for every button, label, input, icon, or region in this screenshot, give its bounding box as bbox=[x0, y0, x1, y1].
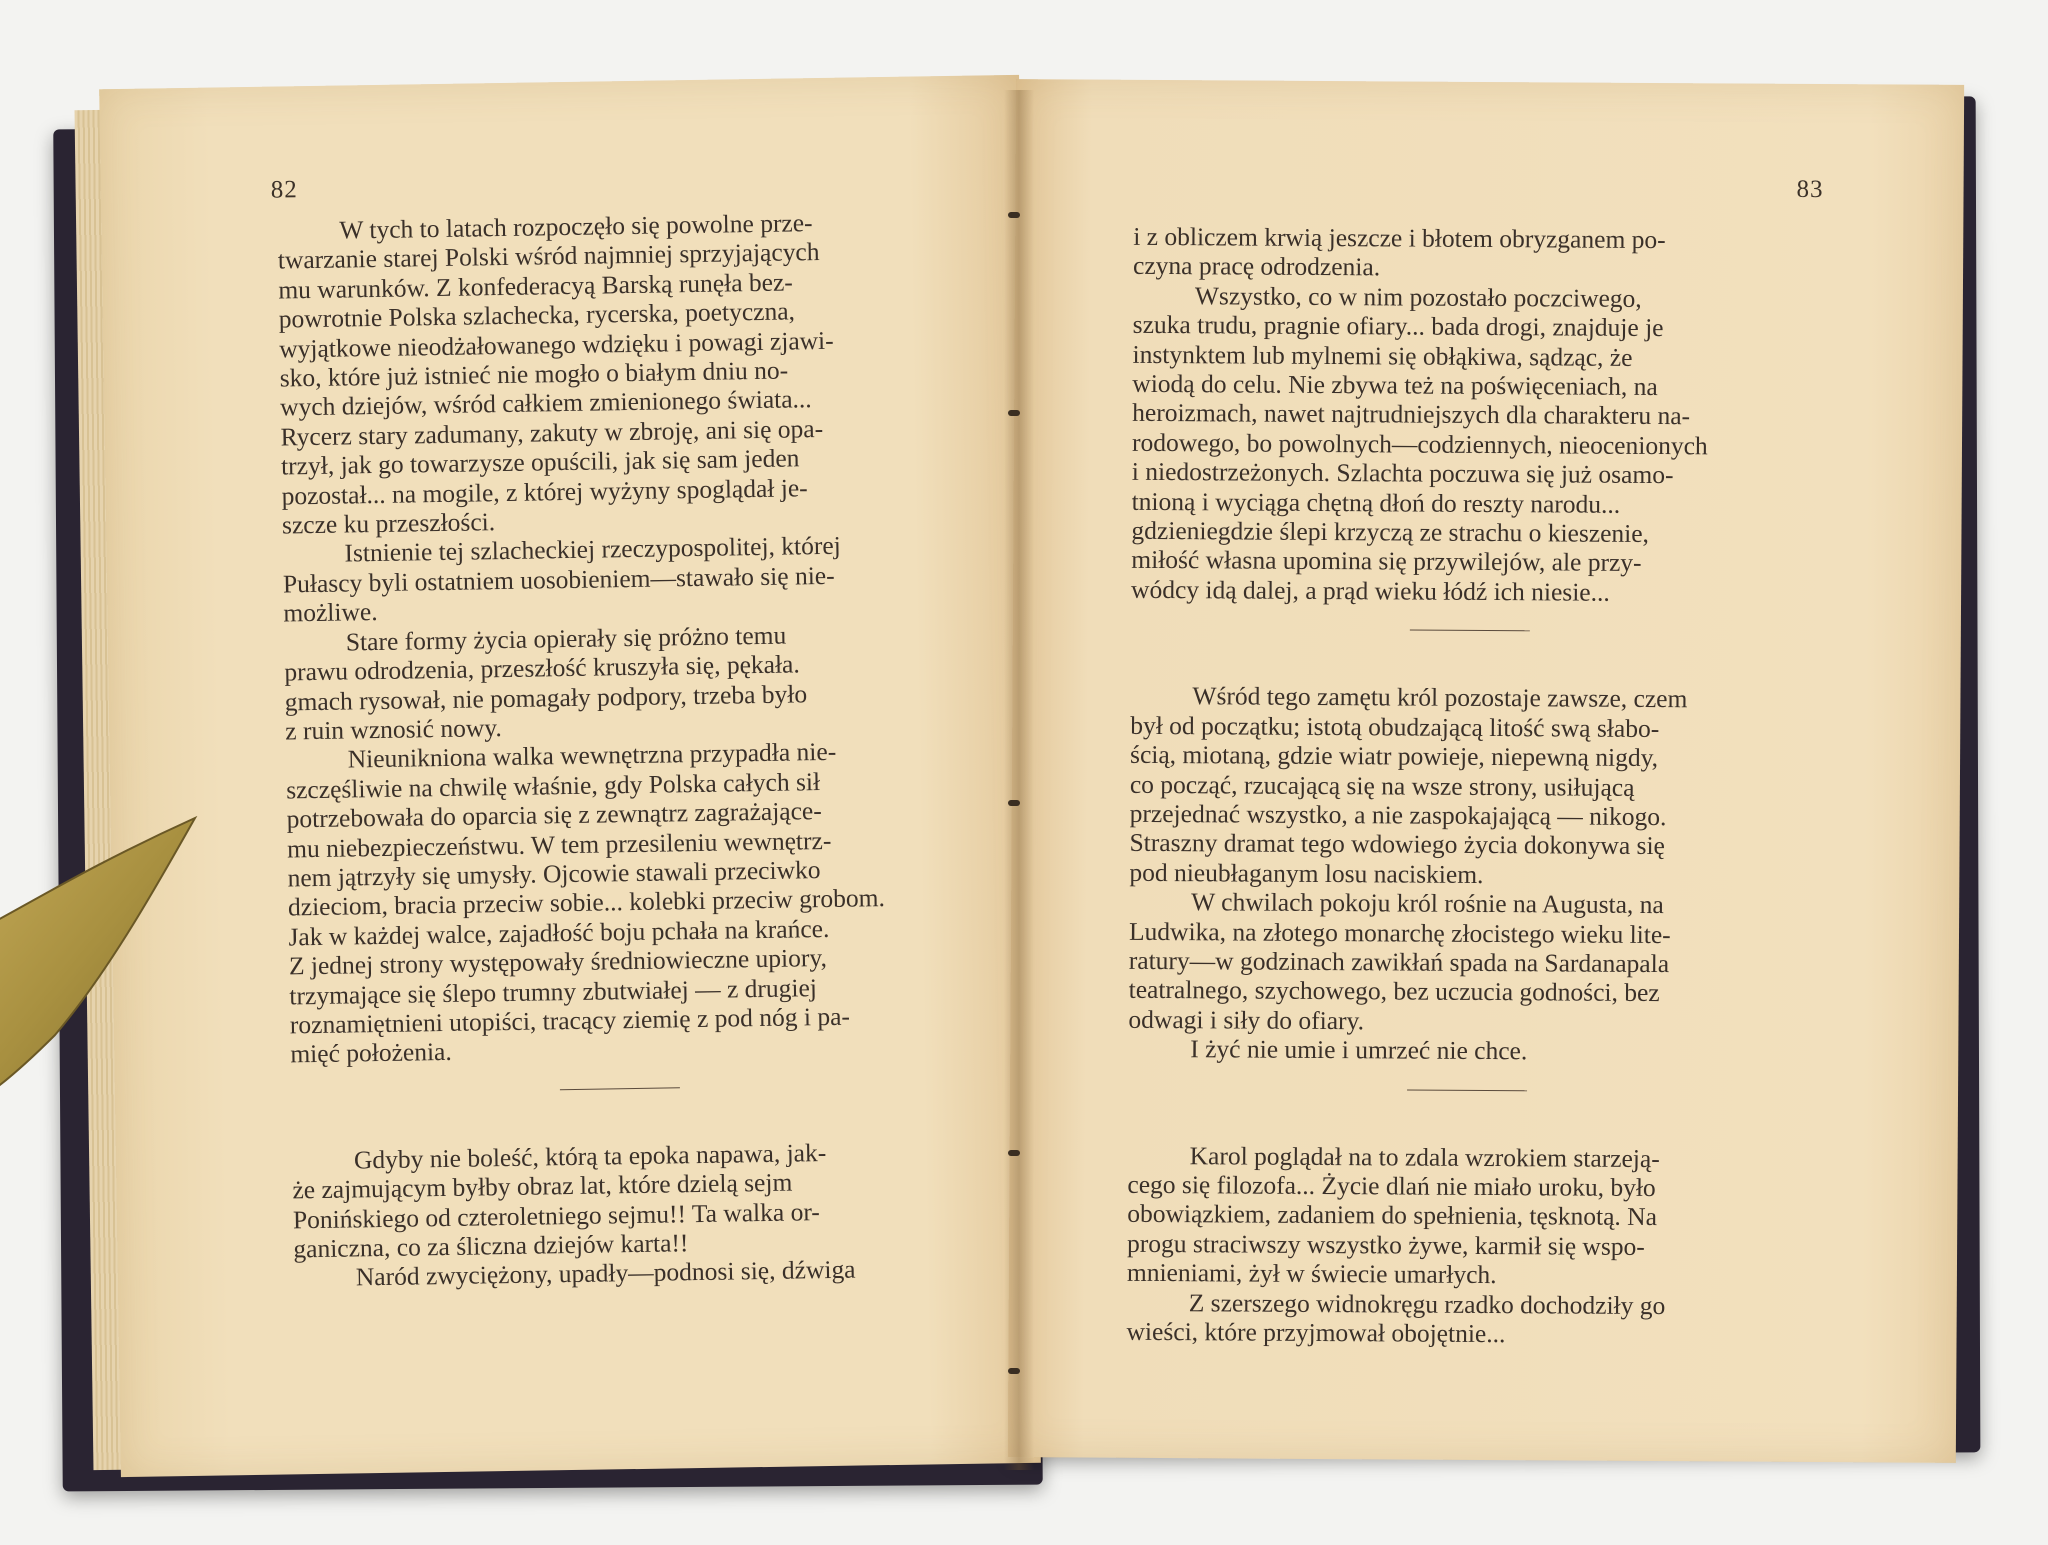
text-line: Wśród tego zamętu król pozostaje zawsze, czem bbox=[1192, 681, 1688, 714]
paragraph bbox=[282, 530, 941, 629]
paragraph bbox=[1128, 887, 1807, 1038]
text-line: I żyć nie umie i umrzeć nie chce. bbox=[1190, 1034, 1528, 1066]
binding-stitch bbox=[1008, 800, 1020, 806]
book-gutter bbox=[1004, 90, 1034, 1470]
text-line: mu warunków. Z konfederacyą Barską runęła bez- bbox=[278, 267, 793, 305]
text-line: wódcy idą dalej, a prąd wieku łódź ich niesie... bbox=[1131, 574, 1610, 607]
paragraph bbox=[1127, 1140, 1806, 1291]
text-line: instynktem lub mylnemi się obłąkiwa, sądząc, że bbox=[1132, 339, 1633, 372]
text-line: co począć, rzucającą się na wsze strony, usiłującą bbox=[1129, 769, 1635, 802]
text-line: z ruin wznosić nowy. bbox=[285, 712, 502, 746]
text-line: był od początku; istotą obudzającą litość swą słabo- bbox=[1130, 710, 1660, 743]
paragraph bbox=[277, 206, 940, 540]
paragraph bbox=[285, 735, 948, 1069]
text-line: szczęśliwie na chwilę właśnie, gdy Polska całych sił bbox=[285, 766, 821, 805]
page-number-left: 82 bbox=[270, 176, 298, 204]
text-line: Wszystko, co w nim pozostało poczciwego, bbox=[1194, 281, 1642, 313]
binding-stitch bbox=[1008, 1368, 1020, 1374]
page-number-right: 83 bbox=[1796, 175, 1824, 204]
section-separator bbox=[1410, 630, 1530, 632]
section-separator bbox=[1407, 1089, 1527, 1091]
paragraph bbox=[1129, 681, 1808, 891]
text-line: wych dziejów, wśród całkiem zmienionego świata... bbox=[279, 384, 812, 422]
text-line: cego się filozofa... Życie dlań nie miało uroku, było bbox=[1127, 1169, 1656, 1203]
text-line: prawu odrodzenia, przeszłość kruszyła się, pękała. bbox=[284, 649, 800, 687]
text-line: odwagi i siły do ofiary. bbox=[1128, 1004, 1365, 1036]
text-line: W chwilach pokoju król rośnie na Augusta, na bbox=[1191, 887, 1664, 920]
paragraph bbox=[284, 618, 944, 746]
text-line: szcze ku przeszłości. bbox=[281, 507, 496, 540]
text-line: że zajmującym byłby obraz lat, które dzielą sejm bbox=[292, 1167, 793, 1205]
text-line: wyjątkowe nieodżałowanego wdzięku i powagi zjawi- bbox=[279, 325, 834, 364]
text-line: i niedostrzeżonych. Szlachta poczuwa się już osamo- bbox=[1131, 457, 1674, 490]
text-line: mu niebezpieczeństwu. W tem przesileniu wewnętrz- bbox=[286, 825, 832, 863]
text-line: Straszny dramat tego wdowiego życia dokonywa się bbox=[1129, 828, 1665, 861]
text-line: szuka trudu, pragnie ofiary... bada drogi, znajduje je bbox=[1132, 310, 1664, 343]
section-separator bbox=[560, 1087, 680, 1090]
text-line: gdzieniegdzie ślepi krzyczą ze strachu o kieszenie, bbox=[1131, 515, 1650, 549]
text-line: i z obliczem krwią jeszcze i błotem obryzganem po- bbox=[1133, 221, 1666, 255]
text-line: Stare formy życia opierały się próżno temu bbox=[345, 620, 787, 657]
text-line: progu straciwszy wszystko żywe, karmił się wspo- bbox=[1127, 1228, 1645, 1261]
binding-stitch bbox=[1008, 212, 1020, 218]
text-line: tnioną i wyciąga chętną dłoń do reszty narodu... bbox=[1131, 486, 1621, 519]
text-line: Gdyby nie boleść, którą ta epoka napawa, jak- bbox=[353, 1137, 827, 1175]
left-page-text bbox=[277, 206, 952, 1293]
text-line: powrotnie Polska szlachecka, rycerska, poetyczna, bbox=[278, 296, 796, 334]
text-line: Z szerszego widnokręgu rzadko dochodziły go bbox=[1188, 1287, 1666, 1320]
text-line: Jak w każdej walce, zajadłość boju pchała na krańce. bbox=[288, 913, 830, 952]
text-line: trzył, jak go towarzysze opuścili, jak się sam jeden bbox=[280, 443, 800, 481]
text-line: wieści, które przyjmował obojętnie... bbox=[1126, 1316, 1506, 1349]
text-line: teatralnego, szychowego, bez uczucia godności, bez bbox=[1128, 975, 1660, 1008]
binding-stitch bbox=[1008, 1150, 1020, 1156]
text-line: ratury—w godzinach zawikłań spada na Sardanapala bbox=[1128, 945, 1670, 979]
text-line: Istnienie tej szlacheckiej rzeczypospolitej, której bbox=[344, 531, 841, 568]
text-line: potrzebowała do oparcia się z zewnątrz zagrażające- bbox=[286, 796, 822, 834]
text-line: trzymające się ślepo trumny zbutwiałej — z drugiej bbox=[289, 972, 818, 1010]
text-line: pod nieubłaganym losu naciskiem. bbox=[1129, 857, 1484, 889]
paragraph bbox=[1133, 222, 1811, 285]
paragraph bbox=[1126, 1287, 1804, 1350]
paragraph bbox=[1128, 1034, 1806, 1068]
left-page bbox=[99, 75, 1041, 1477]
text-line: roznamiętnieni utopiści, tracący ziemię z pod nóg i pa- bbox=[289, 1001, 851, 1040]
paragraph bbox=[1131, 281, 1811, 609]
text-line: wiodą do celu. Nie zbywa też na poświęceniach, na bbox=[1132, 368, 1658, 402]
text-line: Karol poglądał na to zdala wzrokiem starzeją- bbox=[1189, 1140, 1660, 1173]
text-line: nem jątrzyły się umysły. Ojcowie stawali przeciwko bbox=[287, 855, 821, 893]
text-line: Z jednej strony występowały średniowieczne upiory, bbox=[288, 943, 828, 981]
text-line: rodowego, bo powolnych—codziennych, nieocenionych bbox=[1131, 427, 1708, 461]
text-line: możliwe. bbox=[283, 597, 378, 628]
text-line: Pułascy byli ostatniem uosobieniem—stawało się nie- bbox=[282, 560, 835, 599]
right-page-text bbox=[1126, 222, 1811, 1351]
text-line: W tych to latach rozpoczęło się powolne prze- bbox=[339, 208, 813, 245]
binding-stitch bbox=[1008, 410, 1020, 416]
text-line: Nieunikniona walka wewnętrzna przypadła nie- bbox=[347, 737, 837, 774]
text-line: gmach rysował, nie pomagały podpory, trzeba było bbox=[284, 678, 808, 716]
letter-opener bbox=[0, 800, 220, 1100]
text-line: ścią, miotaną, gdzie wiatr powieje, niepewną nigdy, bbox=[1130, 739, 1659, 773]
text-line: pozostał... na mogile, z której wyżyny spoglądał je- bbox=[281, 472, 808, 511]
text-line: obowiązkiem, zadaniem do spełnienia, tęsknotą. Na bbox=[1127, 1199, 1658, 1232]
text-line: sko, które już istnieć nie mogło o białym dniu no- bbox=[279, 355, 789, 393]
text-line: ganiczna, co za śliczna dziejów karta!! bbox=[293, 1228, 689, 1264]
text-line: miłość własna upomina się przywilejów, ale przy- bbox=[1131, 545, 1642, 578]
text-line: heroizmach, nawet najtrudniejszych dla charakteru na- bbox=[1132, 398, 1691, 431]
text-line: przejednać wszystko, a nie zaspokajającą — nikogo. bbox=[1129, 798, 1667, 832]
paragraph bbox=[292, 1136, 952, 1264]
text-line: Naród zwyciężony, upadły—podnosi się, dźwiga bbox=[355, 1254, 856, 1292]
text-line: Rycerz stary zadumany, zakuty w zbroję, ani się opa- bbox=[280, 413, 824, 452]
right-page bbox=[1008, 79, 1964, 1463]
text-line: Ponińskiego od czteroletniego sejmu!! Ta walka or- bbox=[292, 1196, 821, 1234]
text-line: twarzanie starej Polski wśród najmniej sprzyjających bbox=[277, 237, 820, 275]
text-line: dzieciom, bracia przeciw sobie... kolebki przeciw grobom. bbox=[287, 883, 886, 922]
text-line: mnieniami, żył w świecie umarłych. bbox=[1126, 1258, 1497, 1290]
text-line: czyna pracę odrodzenia. bbox=[1132, 251, 1381, 282]
text-line: Ludwika, na złotego monarchę złocistego wieku lite- bbox=[1128, 916, 1671, 949]
text-line: mięć położenia. bbox=[290, 1037, 452, 1069]
